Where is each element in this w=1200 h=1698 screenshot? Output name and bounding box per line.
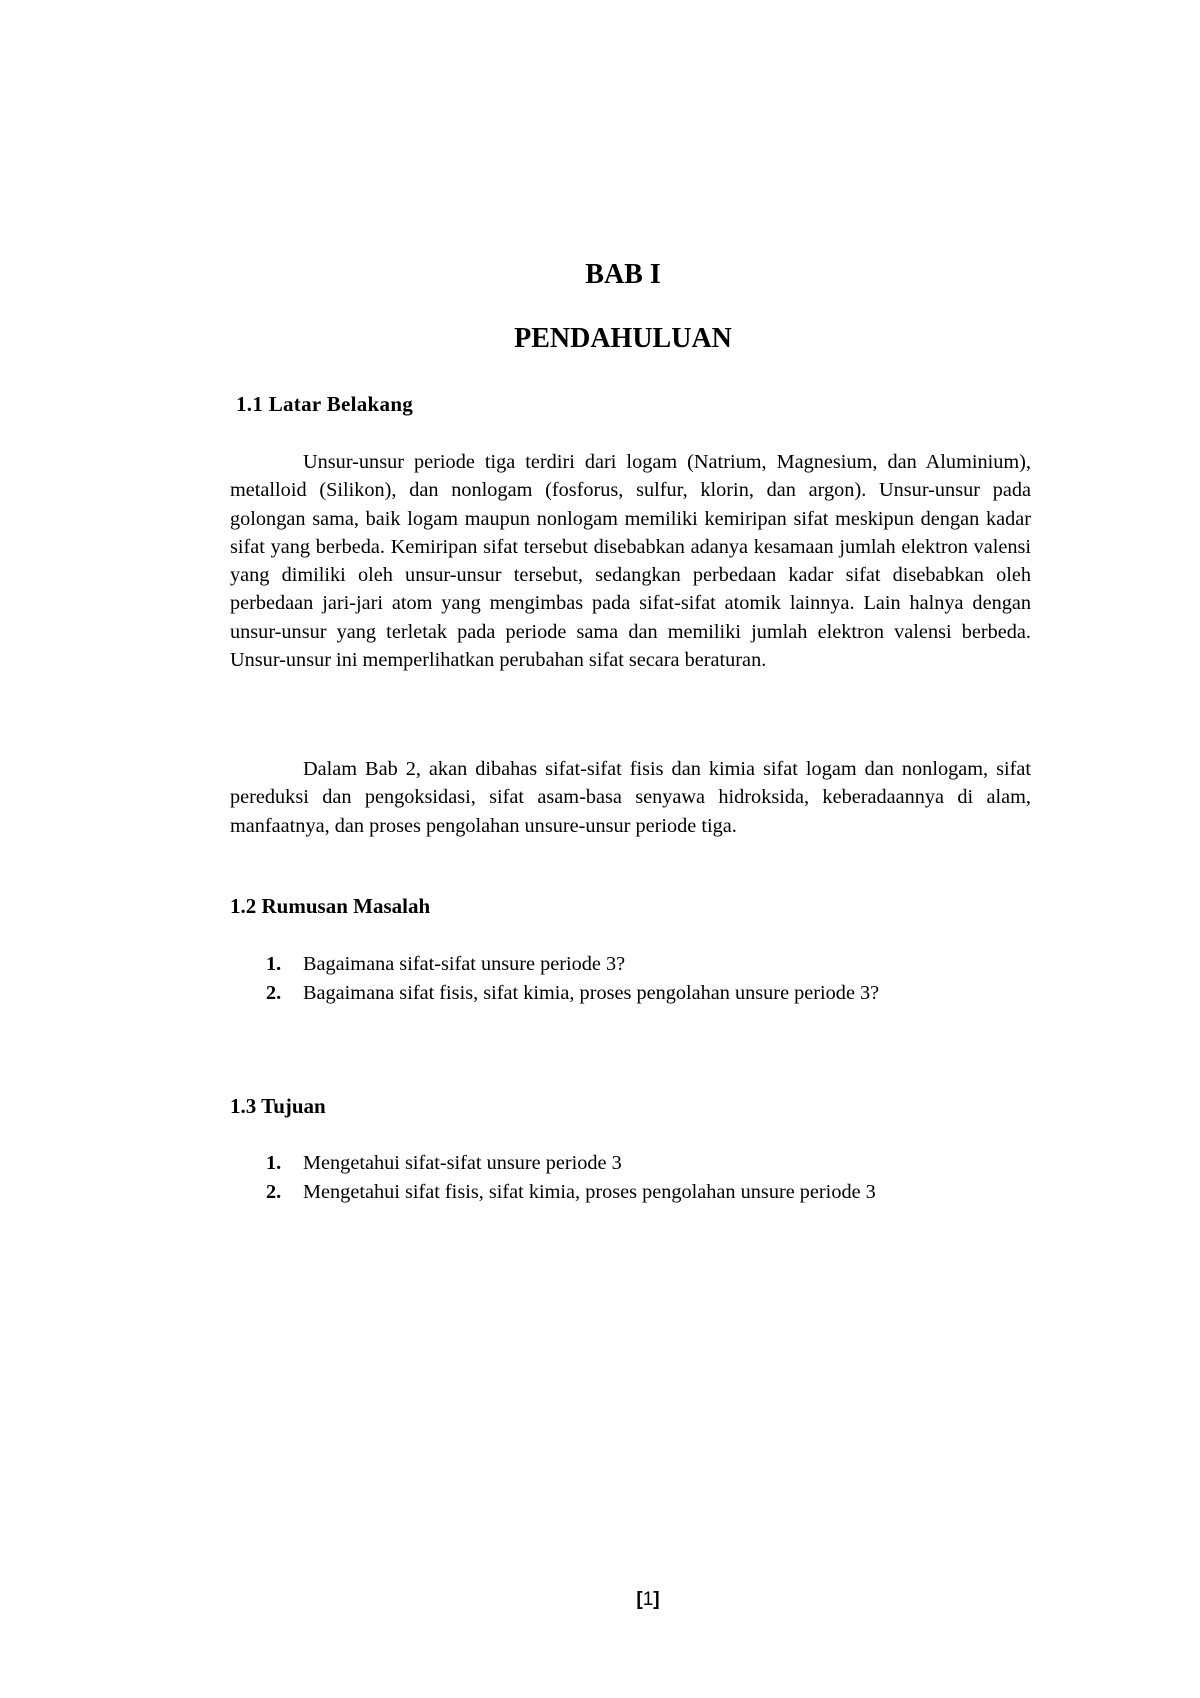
list-item-number: 2. [266, 981, 282, 1004]
page-number-value: 1 [642, 1589, 654, 1610]
list-item [266, 979, 879, 1008]
list-item-number: 1. [266, 1152, 282, 1174]
tujuan-list [266, 1149, 876, 1206]
list-item-text: Bagaimana sifat-sifat unsure periode 3? [303, 953, 626, 975]
page-number-open-bracket: [ [636, 1589, 643, 1610]
list-item [266, 950, 879, 979]
list-item [266, 1178, 876, 1207]
section-heading-tujuan: 1.3 Tujuan [230, 1094, 326, 1118]
page-number [48, 1588, 1200, 1612]
list-item-number: 1. [266, 953, 282, 975]
chapter-title: PENDAHULUAN [514, 323, 732, 354]
chapter-number: BAB I [585, 259, 661, 290]
section-heading-latar-belakang: 1.1 Latar Belakang [236, 392, 414, 416]
list-item-text: Bagaimana sifat fisis, sifat kimia, proses pengolahan unsure periode 3? [303, 981, 880, 1004]
list-item-text: Mengetahui sifat fisis, sifat kimia, proses pengolahan unsure periode 3 [303, 1180, 876, 1203]
page-number-close-bracket: ] [653, 1589, 660, 1610]
rumusan-masalah-list [266, 950, 879, 1007]
list-item-number: 2. [266, 1180, 282, 1203]
section-heading-rumusan-masalah: 1.2 Rumusan Masalah [230, 894, 431, 918]
paragraph-latar-belakang-1: Unsur-unsur periode tiga terdiri dari logam (Natrium, Magnesium, dan Aluminium), metalloid (Silikon), dan nonlogam (fosforus, sulfur, klorin, dan argon). Unsur-unsur pada golongan sama, baik logam maupun nonlogam memiliki kemiripan sifat meskipun dengan kadar sifat yang berbeda. Kemiripan sifat tersebut disebabkan adanya kesamaan jumlah elektron valensi yang dimiliki oleh unsur-unsur tersebut, sedangkan perbedaan kadar sifat disebabkan oleh perbedaan jari-jari atom yang mengimbas pada sifat-sifat atomik lainnya. Lain halnya dengan unsur-unsur yang terletak pada periode sama dan memiliki jumlah elektron valensi berbeda. Unsur-unsur ini memperlihatkan perubahan sifat secara beraturan. [230, 451, 1031, 672]
list-item-text: Mengetahui sifat-sifat unsure periode 3 [303, 1152, 622, 1174]
paragraph-latar-belakang-2: Dalam Bab 2, akan dibahas sifat-sifat fisis dan kimia sifat logam dan nonlogam, sifat pereduksi dan pengoksidasi, sifat asam-basa senyawa hidroksida, keberadaannya di alam, manfaatnya, dan proses pengolahan unsure-unsur periode tiga. [230, 758, 1031, 837]
list-item [266, 1149, 876, 1178]
